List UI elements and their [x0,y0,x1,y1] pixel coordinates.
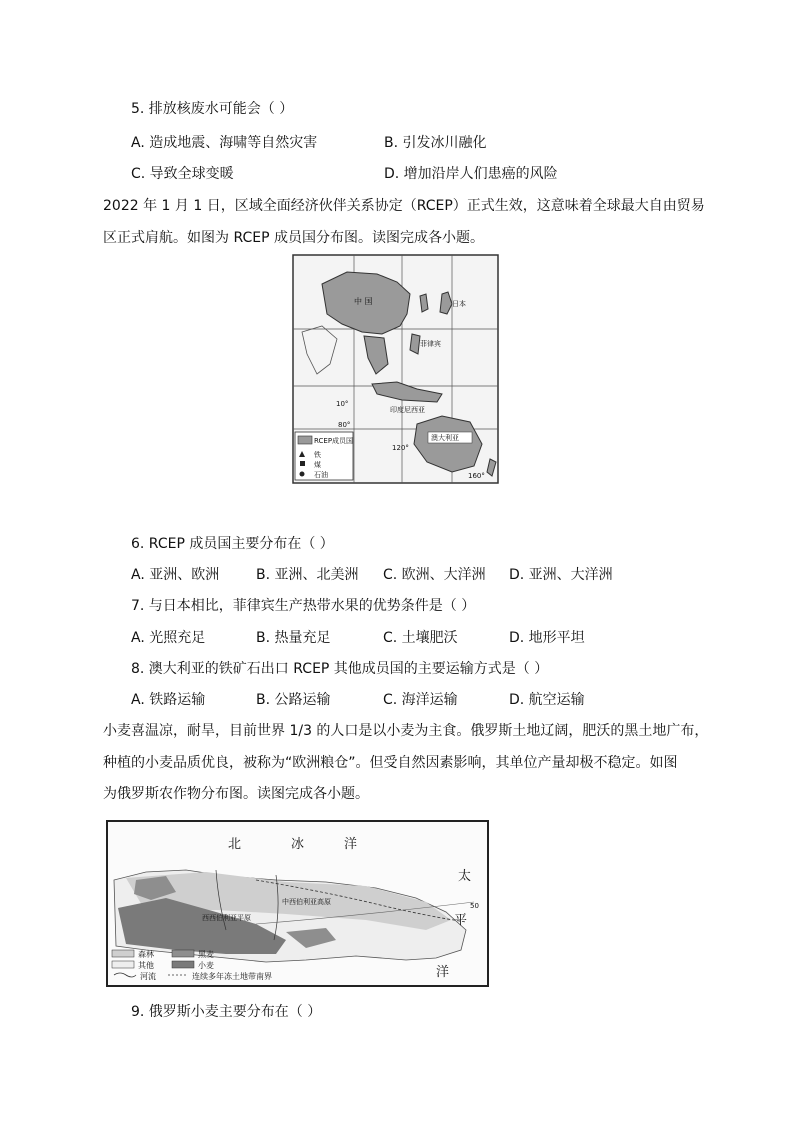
label-pacific-yang: 洋 [436,965,450,980]
legend-oil-icon [300,472,305,477]
q8-option-a: A. 铁路运输 [131,692,206,708]
q7-option-d: D. 地形平坦 [509,630,585,646]
label-lon160: 160° [468,472,485,480]
q5-option-b: B. 引发冰川融化 [384,135,487,151]
q8-option-b: B. 公路运输 [256,692,331,708]
label-plain: 西西伯利亚平原 [202,914,251,922]
legend-member-swatch [298,436,312,444]
q6-option-c: C. 欧洲、大洋洲 [383,567,486,583]
legend-other-swatch [112,961,134,968]
russia-intro-line3: 为俄罗斯农作物分布图。读图完成各小题。 [103,786,369,802]
legend-coal-icon [300,461,305,466]
legend-forest: 森林 [138,950,154,959]
label-pacific-ping: 平 [454,913,468,928]
legend-member: RCEP成员国 [314,437,354,445]
legend-forest-swatch [112,950,134,957]
q7-stem: 7. 与日本相比，菲律宾生产热带水果的优势条件是（ ） [131,598,476,614]
q7-option-a: A. 光照充足 [131,630,206,646]
legend-iron: 铁 [314,451,321,459]
label-pacific-tai: 太 [458,869,472,884]
q7-option-b: B. 热量充足 [256,630,331,646]
label-philippines: 菲律宾 [420,340,441,348]
q5-option-c: C. 导致全球变暖 [131,166,234,182]
label-lat10: 10° [336,400,349,408]
q8-option-d: D. 航空运输 [509,692,585,708]
q8-stem: 8. 澳大利亚的铁矿石出口 RCEP 其他成员国的主要运输方式是（ ） [131,661,549,677]
russia-intro-line2: 种植的小麦品质优良，被称为“欧洲粮仓”。但受自然因素影响，其单位产量却极不稳定。如图 [103,755,678,771]
q5-option-a: A. 造成地震、海啸等自然灾害 [131,135,318,151]
q6-option-a: A. 亚洲、欧洲 [131,567,220,583]
q5-stem: 5. 排放核废水可能会（ ） [131,101,294,117]
label-china: 中 国 [354,297,373,306]
label-lon80: 80° [338,421,351,429]
label-arctic-bei: 北 [228,837,242,852]
label-lon120: 120° [392,444,409,452]
label-arctic-yang: 洋 [344,837,358,852]
legend-permafrost: 连续多年冻土地带南界 [192,972,272,981]
rcep-map [292,254,502,486]
q7-option-c: C. 土壤肥沃 [383,630,458,646]
rcep-intro-line1: 2022 年 1 月 1 日，区域全面经济伙伴关系协定（RCEP）正式生效，这意味着全球最大自由贸易 [103,198,705,214]
legend-other: 其他 [138,961,154,970]
legend-wheat: 小麦 [198,961,214,970]
label-plateau: 中西伯利亚高原 [282,898,331,906]
label-japan: 日本 [452,300,466,308]
q6-stem: 6. RCEP 成员国主要分布在（ ） [131,536,334,552]
q5-option-d: D. 增加沿岸人们患癌的风险 [384,166,558,182]
russia-intro-line1: 小麦喜温凉，耐旱，目前世界 1/3 的人口是以小麦为主食。俄罗斯土地辽阔，肥沃的黑土地广布， [103,723,709,739]
legend-rye: 黑麦 [198,950,214,959]
label-arctic-bing: 冰 [291,837,305,852]
russia-map [106,820,490,988]
label-indonesia: 印度尼西亚 [390,406,425,414]
q8-option-c: C. 海洋运输 [383,692,458,708]
label-australia: 澳大利亚 [431,434,459,442]
label-lat50: 50 [470,902,479,910]
rcep-intro-line2: 区正式肩航。如图为 RCEP 成员国分布图。读图完成各小题。 [103,230,484,246]
q9-stem: 9. 俄罗斯小麦主要分布在（ ） [131,1004,322,1020]
legend-rye-swatch [172,950,194,957]
legend-coal: 煤 [314,461,321,469]
legend-river: 河流 [140,972,156,981]
legend-oil: 石油 [314,471,328,479]
legend-wheat-swatch [172,961,194,968]
q6-option-b: B. 亚洲、北美洲 [256,567,359,583]
q6-option-d: D. 亚洲、大洋洲 [509,567,613,583]
